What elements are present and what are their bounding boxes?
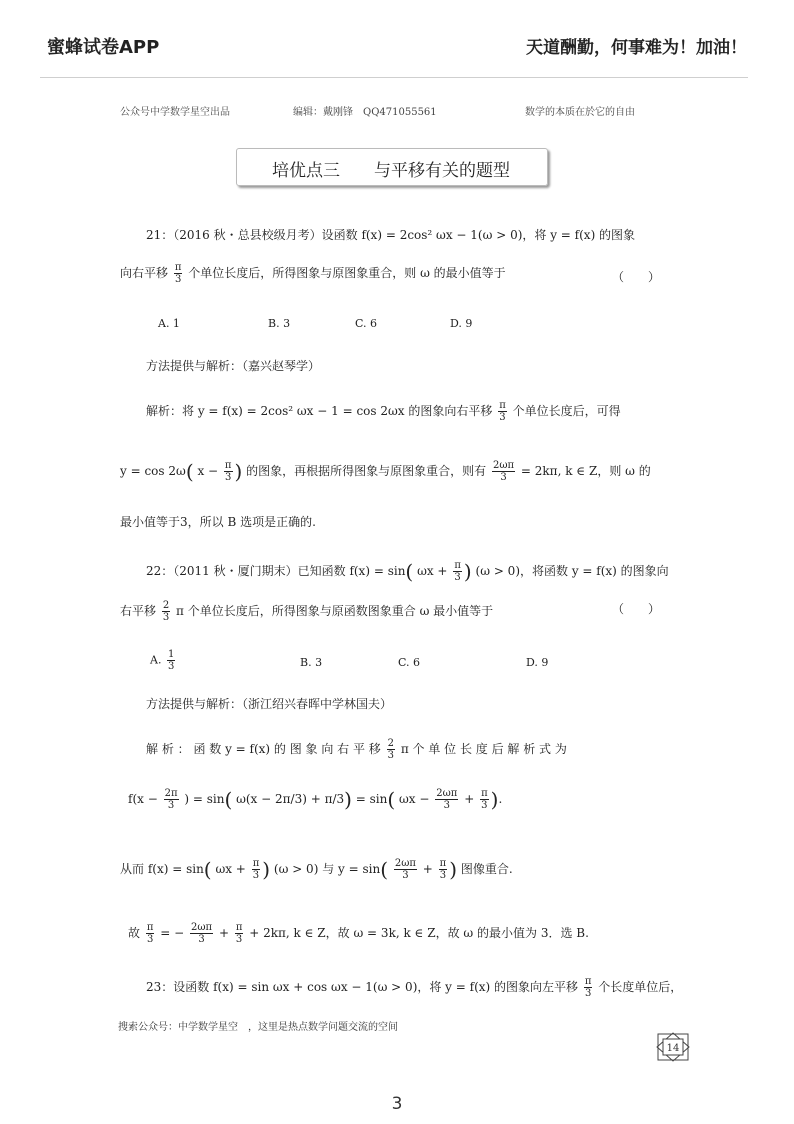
q22-omega-shift: ω(x − 2π/3) + π/3 [236, 792, 345, 806]
meta-motto: 数学的本质在於它的自由 [525, 107, 635, 118]
q21-line2-b: 个单位长度后，所得图象与原图象重合，则 ω 的最小值等于 [188, 266, 506, 280]
q23-line1 [146, 976, 682, 999]
fraction-2omegapi-3: $\frac{2\omega\pi}{3}$ [191, 922, 213, 945]
q22-line1: 22：（2011 秋・厦门期末）已知函数 f(x) = sin( ωx + $\frac{\pi}{3}$ ) (ω > 0)，将函数 y = f(x) 的图象向 [146, 559, 669, 584]
q22-option-c: C. 6 [398, 656, 421, 669]
fraction-pi-3: $\frac{\pi}{3}$ [252, 858, 260, 881]
q22-paren: （ ） [612, 602, 661, 616]
fraction-pi-3: $\frac{\pi}{3}$ [224, 460, 232, 483]
q21-solution-1b: 个单位长度后，可得 [512, 404, 621, 418]
q22-solution-3b: (ω > 0) 与 y = sin [273, 862, 381, 876]
q21-x-minus: x − [197, 464, 219, 478]
q21-line1: 21：（2016 秋・总县校级月考）设函数 f(x) = 2cos² ωx − 1(ω > 0)，将 y = f(x) 的图象 [146, 228, 636, 242]
fraction-1-3: $\frac{1}{3}$ [167, 649, 175, 672]
q22-solution-3c: 图像重合. [460, 862, 513, 876]
q22-solution-3a: 从而 f(x) = sin [120, 862, 204, 876]
seal-number: 14 [666, 1043, 680, 1054]
q22-solution-4 [128, 922, 589, 945]
q21-option-c: C. 6 [355, 317, 378, 330]
meta-editor: 编辑：戴刚锋 QQ471055561 [293, 107, 437, 118]
q22-solution-2a: f(x − [128, 792, 158, 806]
fraction-2omegapi-3: $\frac{2\omega\pi}{3}$ [436, 788, 458, 811]
q22-solution-2c: = sin [355, 792, 388, 806]
q22-solution-3: 从而 f(x) = sin( ωx + $\frac{\pi}{3}$ ) (ω > 0) 与 y = sin( $\frac{2\omega\pi}{3}$ + $\frac{\pi}{3}$ ) 图像重合. [120, 857, 513, 882]
fraction-2-3: $\frac{2}{3}$ [162, 600, 170, 623]
q22-solution-4a: 故 [128, 926, 141, 940]
q22-line1-a: 22：（2011 秋・厦门期末）已知函数 f(x) = sin [146, 564, 406, 578]
q22-solution-2: f(x − $\frac{2\pi}{3}$ ) = sin( ω(x − 2π/3) + π/3) = sin( ωx − $\frac{2\omega\pi}{3}$ + $\frac{\pi}{3}$ ). [128, 787, 503, 812]
q21-solution-1a: 解析：将 y = f(x) = 2cos² ωx − 1 = cos 2ωx 的图象向右平移 [146, 404, 493, 418]
q22-solution-4d: + 2kπ, k ∈ Z，故 ω = 3k, k ∈ Z，故 ω 的最小值为 3．选 B. [249, 926, 589, 940]
q22-line1-b: (ω > 0)，将函数 y = f(x) 的图象向 [475, 564, 669, 578]
q21-solution-2a: y = cos 2ω [120, 464, 186, 478]
section-title: 培优点三 与平移有关的题型 [272, 161, 510, 181]
meta-publisher: 公众号中学数学星空出品 [120, 107, 230, 118]
page-number: 3 [391, 1094, 403, 1114]
q22-solution-1a: 解 析 ： 函 数 y = f(x) 的 图 象 向 右 平 移 [146, 742, 381, 756]
fraction-2omegapi-3: $\frac{2\omega\pi}{3}$ [492, 460, 515, 483]
q22-option-a-label: A. [150, 653, 162, 667]
header-divider [40, 77, 748, 78]
q21-paren: （ ） [612, 270, 661, 284]
q23-line1-b: 个长度单位后， [598, 980, 683, 994]
fraction-pi-3: $\frac{\pi}{3}$ [146, 922, 154, 945]
fraction-2-3: $\frac{2}{3}$ [387, 738, 395, 761]
q21-method: 方法提供与解析：（嘉兴赵琴学） [146, 359, 321, 373]
q21-option-d: D. 9 [450, 317, 473, 330]
q22-option-b: B. 3 [300, 656, 323, 669]
fraction-pi-3: $\frac{\pi}{3}$ [499, 400, 506, 423]
q21-line2 [120, 262, 506, 285]
fraction-pi-3: $\frac{\pi}{3}$ [235, 922, 243, 945]
app-name: 蜜蜂试卷APP [47, 37, 160, 58]
fraction-pi-3: $\frac{\pi}{3}$ [439, 858, 447, 881]
q22-omega-x-minus: ωx − [399, 792, 430, 806]
q21-line2-a: 向右平移 [120, 266, 169, 280]
q21-solution-1 [146, 400, 621, 423]
fraction-pi-3: $\frac{\pi}{3}$ [481, 788, 488, 811]
q21-solution-2c: = 2kπ, k ∈ Z，则 ω 的 [520, 464, 651, 478]
q21-solution-3: 最小值等于3，所以 B 选项是正确的. [120, 515, 316, 529]
q22-omega-x-plus: ωx + [417, 564, 448, 578]
q22-option-d: D. 9 [526, 656, 549, 669]
q22-solution-4b: = − [160, 926, 185, 940]
q22-solution-4c: + [218, 926, 229, 940]
fraction-2pi-3: $\frac{2\pi}{3}$ [164, 788, 178, 811]
q22-method: 方法提供与解析：（浙江绍兴春晖中学林国夫） [146, 697, 393, 711]
q21-option-b: B. 3 [268, 317, 291, 330]
q23-line1-a: 23：设函数 f(x) = sin ωx + cos ωx − 1(ω > 0)，将 y = f(x) 的图象向左平移 [146, 980, 579, 994]
q21-option-a: A. 1 [158, 317, 180, 330]
footer-note: 搜索公众号：中学数学星空 ，这里是热点数学问题交流的空间 [118, 1022, 398, 1033]
q22-line2-b: π 个单位长度后，所得图象与原函数图象重合 ω 最小值等于 [176, 604, 494, 618]
q21-solution-2: y = cos 2ω( x − $\frac{\pi}{3}$ ) 的图象，再根据所得图象与原图象重合，则有 $\frac{2\omega\pi}{3}$ = 2kπ, k ∈ Z，则 ω 的 [120, 459, 651, 484]
q22-option-a [150, 649, 177, 672]
q22-solution-1b: π 个 单 位 长 度 后 解 析 式 为 [400, 742, 567, 756]
q22-line2 [120, 600, 493, 623]
q21-solution-2b: 的图象，再根据所得图象与原图象重合，则有 [246, 464, 487, 478]
q22-line2-a: 右平移 [120, 604, 157, 618]
q22-solution-2b: ) = sin [184, 792, 225, 806]
slogan: 天道酬勤，何事难为！加油！ [526, 38, 747, 58]
fraction-2omegapi-3: $\frac{2\omega\pi}{3}$ [394, 858, 416, 881]
fraction-pi-3: $\frac{\pi}{3}$ [174, 262, 182, 285]
fraction-pi-3: $\frac{\pi}{3}$ [454, 560, 461, 583]
fraction-pi-3: $\frac{\pi}{3}$ [584, 976, 592, 999]
q22-solution-1 [146, 738, 567, 761]
page-seal-icon [656, 1032, 690, 1062]
q22-omega-x-plus-2: ωx + [215, 862, 246, 876]
